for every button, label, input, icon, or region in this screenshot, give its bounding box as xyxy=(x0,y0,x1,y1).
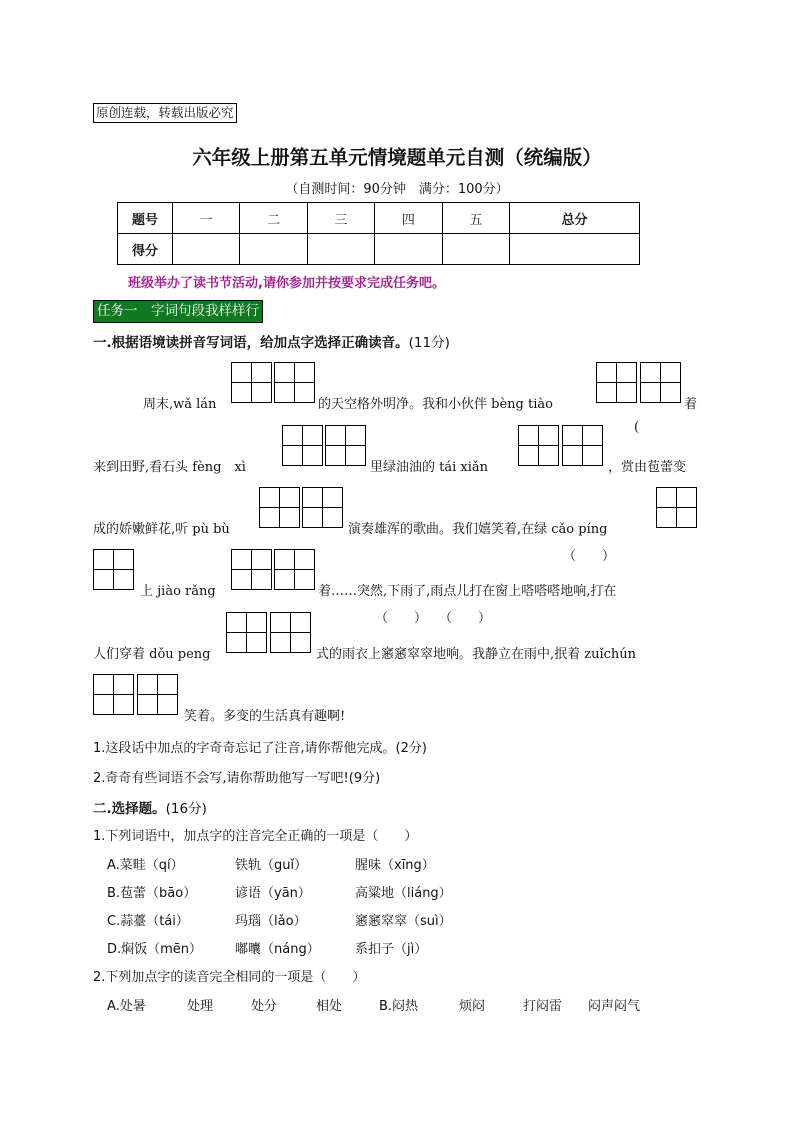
option-c-1[interactable]: C.蒜薹（tái） xyxy=(107,914,189,929)
section-two-points: (16分) xyxy=(165,801,207,817)
writing-box[interactable] xyxy=(270,612,311,653)
writing-box[interactable] xyxy=(93,674,134,715)
passage-line5-b: 式的雨衣上窸窸窣窣地响。我静立在雨中,抿着 zuǐchún xyxy=(316,647,637,662)
section-two-heading xyxy=(93,797,207,817)
passage-line2-c: ，赏由苞蕾变 xyxy=(608,460,687,475)
q2-option-b-word-3: 打闷雷 xyxy=(523,999,563,1014)
writing-box[interactable] xyxy=(518,425,559,466)
writing-box[interactable] xyxy=(226,612,267,653)
passage-line2-a: 来到田野,看石头 fèng xì xyxy=(93,460,246,475)
answer-paren[interactable]: ( xyxy=(634,420,640,435)
passage-line6-a: 笑着。多变的生活真有趣啊! xyxy=(184,709,346,724)
q2-option-b-word-4: 闷声闷气 xyxy=(588,999,641,1014)
score-table-row-label: 得分 xyxy=(118,234,173,265)
task-one-label: 任务一 字词句段我样样行 xyxy=(93,300,263,323)
passage-line2-b: 里绿油油的 tái xiǎn xyxy=(370,460,489,475)
option-d-1[interactable]: D.焖饭（mēn） xyxy=(107,942,203,957)
option-b-3: 高粱地（liáng） xyxy=(355,886,452,901)
passage-line3-a: 成的娇嫩鲜花,听 pù bù xyxy=(93,522,230,537)
writing-box[interactable] xyxy=(274,549,315,590)
score-cell-1[interactable] xyxy=(173,234,240,265)
score-col-2: 二 xyxy=(240,203,307,234)
passage-line1-c: 着 xyxy=(684,397,698,412)
passage-line1-a: 周末,wǎ lán xyxy=(143,397,217,412)
score-cell-3[interactable] xyxy=(307,234,374,265)
passage-line4-b: 着……突然,下雨了,雨点儿打在窗上嗒嗒嗒地响,打在 xyxy=(318,584,617,599)
passage-line5-a: 人们穿着 dǒu peng xyxy=(93,647,211,662)
scenario-text: 班级举办了读书节活动,请你参加并按要求完成任务吧。 xyxy=(128,276,445,291)
score-cell-2[interactable] xyxy=(240,234,307,265)
option-a-2: 铁轨（guǐ） xyxy=(235,858,308,873)
option-d-3: 系扣子（jì） xyxy=(355,942,428,957)
section-two-question-1: 1.下列词语中，加点字的注音完全正确的一项是（ ） xyxy=(93,829,418,844)
option-d-2: 嘟囔（náng） xyxy=(235,942,320,957)
writing-box[interactable] xyxy=(93,549,134,590)
writing-box[interactable] xyxy=(137,674,178,715)
writing-box[interactable] xyxy=(596,362,637,403)
writing-box[interactable] xyxy=(259,487,300,528)
score-col-4: 四 xyxy=(375,203,442,234)
writing-box[interactable] xyxy=(325,425,366,466)
option-c-3: 窸窸窣窣（suì） xyxy=(355,914,452,929)
passage-line3-b: 演奏雄浑的歌曲。我们嬉笑着,在绿 cǎo píng xyxy=(348,522,608,537)
page-subtitle: （自测时间：90分钟 满分：100分） xyxy=(285,182,509,197)
score-table-header-row xyxy=(118,203,640,234)
q2-option-b-word-2: 烦闷 xyxy=(459,999,486,1014)
q2-option-a-word-1[interactable]: A.处暑 xyxy=(107,999,146,1014)
score-col-5: 五 xyxy=(442,203,509,234)
writing-box[interactable] xyxy=(302,487,343,528)
page-title: 六年级上册第五单元情境题单元自测（统编版） xyxy=(192,146,602,169)
score-table xyxy=(117,202,640,265)
score-cell-total[interactable] xyxy=(510,234,640,265)
option-a-3: 腥味（xīng） xyxy=(355,858,435,873)
answer-paren[interactable]: （ ） xyxy=(563,549,616,564)
passage-line1-b: 的天空格外明净。我和小伙伴 bèng tiào xyxy=(318,397,553,412)
score-table-score-row xyxy=(118,234,640,265)
writing-box[interactable] xyxy=(231,549,272,590)
section-one-heading xyxy=(93,331,450,351)
q2-option-b-word-1[interactable]: B.闷热 xyxy=(379,999,419,1014)
answer-paren[interactable]: （ ） xyxy=(439,611,492,626)
score-col-1: 一 xyxy=(173,203,240,234)
section-one-question-2: 2.奇奇有些词语不会写,请你帮助他写一写吧!(9分) xyxy=(93,771,381,786)
score-table-header-label: 题号 xyxy=(118,203,173,234)
section-one-title: 一.根据语境读拼音写词语，给加点字选择正确读音。 xyxy=(93,335,409,351)
writing-box[interactable] xyxy=(282,425,323,466)
option-b-1[interactable]: B.苞蕾（bāo） xyxy=(107,886,197,901)
writing-box[interactable] xyxy=(640,362,681,403)
score-col-total: 总分 xyxy=(510,203,640,234)
writing-box[interactable] xyxy=(274,362,315,403)
score-col-3: 三 xyxy=(307,203,374,234)
writing-box[interactable] xyxy=(231,362,272,403)
section-two-question-2: 2.下列加点字的读音完全相同的一项是（ ） xyxy=(93,970,366,985)
score-cell-5[interactable] xyxy=(442,234,509,265)
answer-paren[interactable]: （ ） xyxy=(375,611,428,626)
passage-line4-a: 上 jiào rǎng xyxy=(140,584,216,599)
q2-option-a-word-4: 相处 xyxy=(316,999,343,1014)
q2-option-a-word-2: 处理 xyxy=(187,999,214,1014)
option-b-2: 谚语（yān） xyxy=(235,886,311,901)
section-one-question-1: 1.这段话中加点的字奇奇忘记了注音,请你帮他完成。(2分) xyxy=(93,741,427,756)
writing-box[interactable] xyxy=(656,487,697,528)
section-one-points: (11分) xyxy=(408,335,450,351)
option-c-2: 玛瑙（lǎo） xyxy=(235,914,307,929)
score-cell-4[interactable] xyxy=(375,234,442,265)
section-two-title: 二.选择题。 xyxy=(93,801,166,817)
q2-option-a-word-3: 处分 xyxy=(251,999,278,1014)
writing-box[interactable] xyxy=(562,425,603,466)
copyright-notice: 原创连载，转载出版必究 xyxy=(93,103,237,123)
option-a-1[interactable]: A.菜畦（qí） xyxy=(107,858,184,873)
